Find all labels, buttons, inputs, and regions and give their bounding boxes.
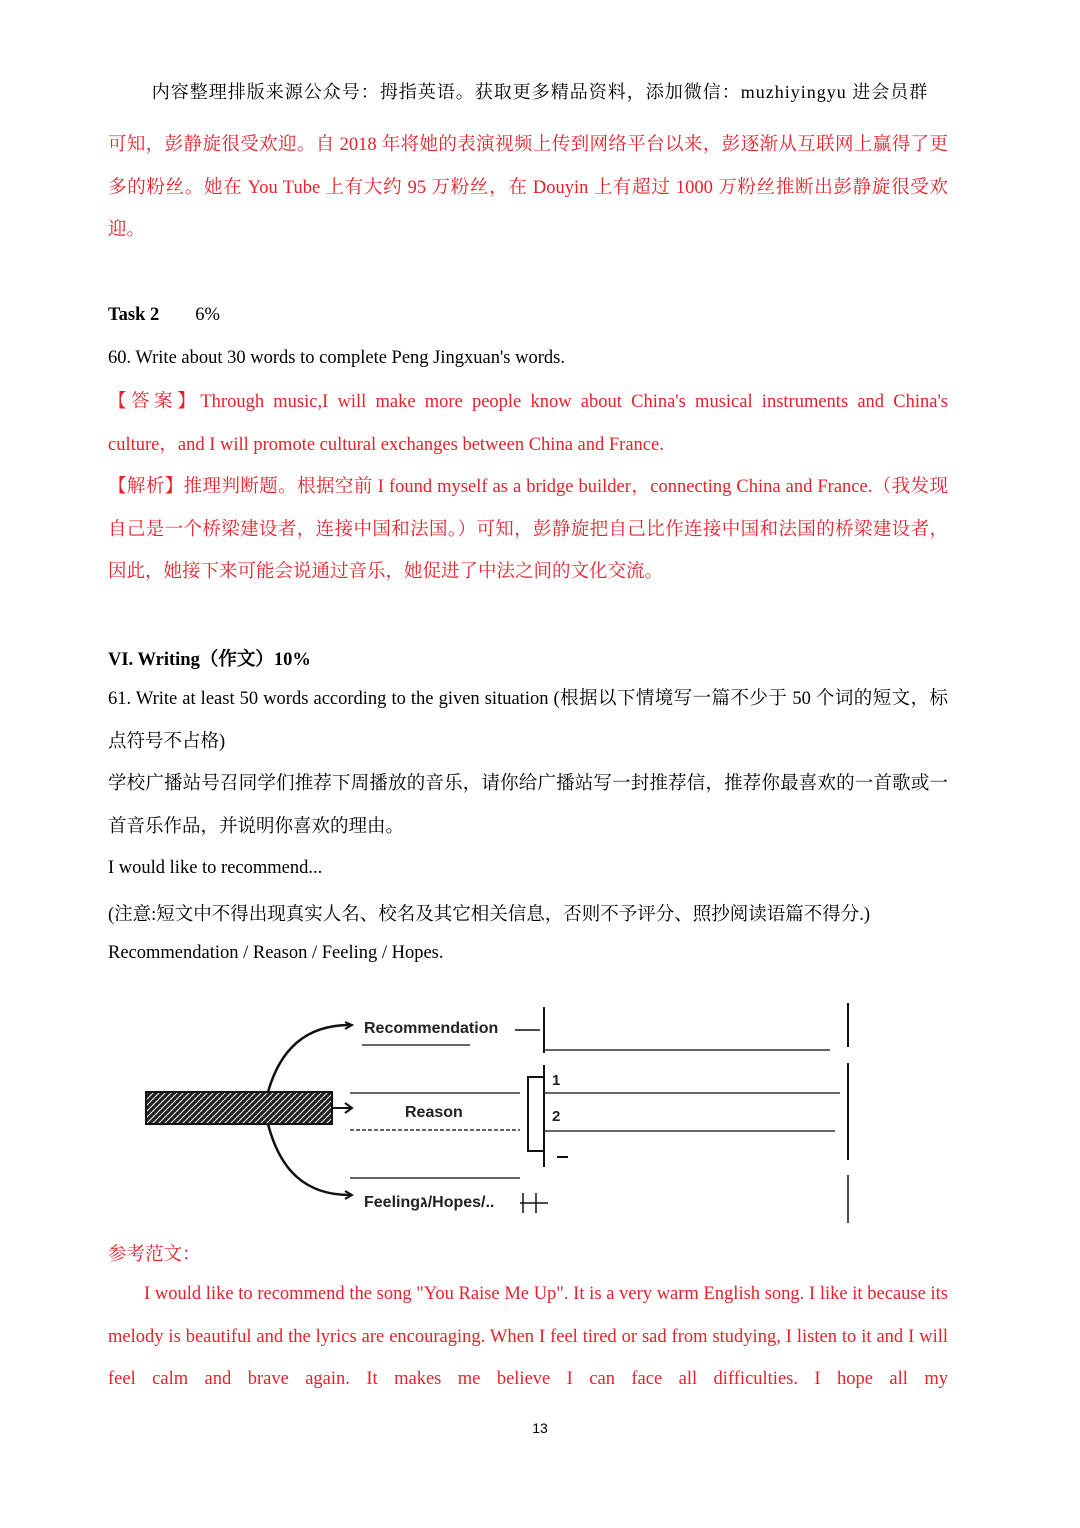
writing-heading: VI. Writing（作文）10% <box>108 650 311 670</box>
outline-diagram <box>140 995 880 1227</box>
analysis-tag: 【解析】 <box>108 477 184 497</box>
upper-branch-curve <box>268 1025 350 1092</box>
q61-question: 61. Write at least 50 words according to the given situation (根据以下情境写一篇不少于 50 个词的短文，标点符号不占格) <box>108 689 948 752</box>
sample-essay: I would like to recommend the song "You Raise Me Up". It is a very warm English song. I like it because its melody is beautiful and the lyrics are encouraging. When I feel tired or sad from studying, I listen to it and I will feel calm and brave again. It makes me believe I can face all difficulties. I hope all my <box>108 1284 948 1389</box>
diagram-label-num2: 2 <box>552 1108 561 1125</box>
writing-note: (注意:短文中不得出现真实人名、校名及其它相关信息，否则不予评分、照抄阅读语篇不得分.) <box>108 905 871 925</box>
q60-question: 60. Write about 30 words to complete Peng Jingxuan's words. <box>108 348 565 368</box>
reason-bracket <box>528 1077 544 1151</box>
previous-analysis: 可知，彭静旋很受欢迎。自 2018 年将她的表演视频上传到网络平台以来，彭逐渐从互联网上赢得了更多的粉丝。她在 You Tube 上有大约 95 万粉丝，在 Douyin 上有超过 1000 万粉丝推断出彭静旋很受欢迎。 <box>108 135 948 240</box>
q60-analysis <box>108 466 948 594</box>
analysis-text: 推理判断题。根据空前 I found myself as a bridge builder，connecting China and France.（我发现自己是一个桥梁建设者，连接中国和法国。）可知，彭静旋把自己比作连接中国和法国的桥梁建设者，因此，她接下来可能会说通过音乐，她促进了中法之间的文化交流。 <box>108 477 948 582</box>
q60-answer <box>108 381 948 466</box>
page-header: 内容整理排版来源公众号：拇指英语。获取更多精品资料，添加微信：muzhiyingyu 进会员群 <box>151 82 929 102</box>
diagram-label-recommendation: Recommendation <box>364 1020 499 1037</box>
middle-arrow <box>332 1103 352 1113</box>
writing-starter: I would like to recommend... <box>108 858 323 878</box>
answer-text: Through music,I will make more people know about China's musical instruments and China's culture，and I will promote cultural exchanges between China and France. <box>108 392 948 455</box>
writing-situation: 学校广播站号召同学们推荐下周播放的音乐，请你给广播站写一封推荐信，推荐你最喜欢的一首歌或一首音乐作品，并说明你喜欢的理由。 <box>108 774 948 837</box>
sample-title: 参考范文： <box>108 1245 201 1265</box>
diagram-label-reason: Reason <box>405 1104 463 1121</box>
task2-title: Task 2 <box>108 305 160 325</box>
answer-tag: 【答案】 <box>108 392 201 412</box>
lower-branch-curve <box>268 1124 350 1195</box>
scribbled-title-box <box>146 1092 332 1124</box>
diagram-label-feelings: Feelingג/Hopes/.. <box>364 1194 495 1211</box>
page-number: 13 <box>532 1420 548 1436</box>
task2-heading <box>108 305 220 326</box>
writing-outline: Recommendation / Reason / Feeling / Hopes. <box>108 943 444 963</box>
diagram-label-num1: 1 <box>552 1072 561 1089</box>
task2-score: 6% <box>195 305 220 325</box>
